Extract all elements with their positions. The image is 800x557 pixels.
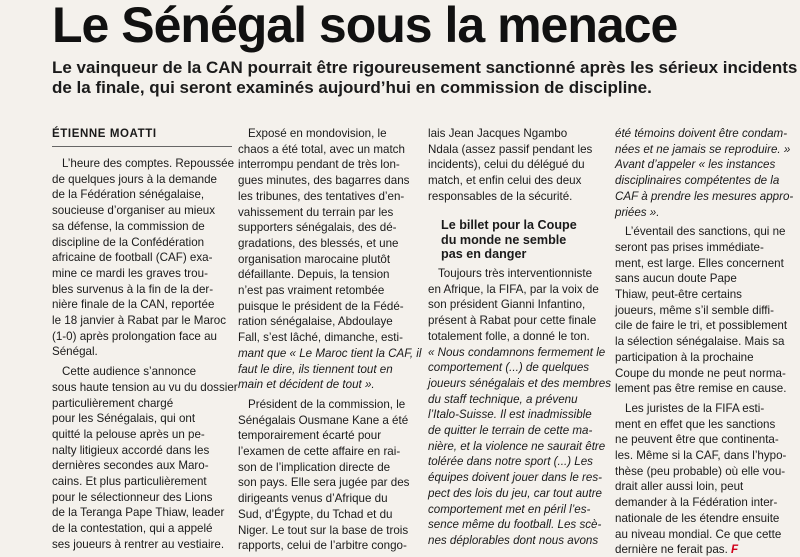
article-text-line: main et décident de tout ». bbox=[238, 378, 375, 392]
article-text-line: les tribunes, des tentatives d’en- bbox=[238, 189, 405, 203]
standfirst-line: de la finale, qui seront examinés aujourd’hui en commission de discipline. bbox=[52, 78, 652, 97]
article-text-line: disciplinaires compétentes de la bbox=[615, 174, 780, 188]
article-text-line: du staff technique, a prévenu bbox=[428, 392, 578, 406]
article-text-line: chaos a été total, avec un match bbox=[238, 142, 405, 156]
article-text-line: participation à la prochaine bbox=[615, 350, 754, 364]
article-text-line: sence même du football. Les scè- bbox=[428, 518, 602, 532]
article-text-line: l’Italo-Suisse. Il est inadmissible bbox=[428, 408, 592, 422]
headline: Le Sénégal sous la menace bbox=[52, 0, 678, 53]
subheading-line: pas en danger bbox=[441, 247, 527, 261]
article-column-3-bottom bbox=[428, 266, 612, 549]
article-text-line: Sud, d’Égypte, du Tchad et du bbox=[238, 507, 393, 521]
article-text-line: mant que « Le Maroc tient la CAF, il bbox=[238, 346, 422, 360]
article-text-line: Avant d’appeler « les instances bbox=[615, 158, 776, 172]
article-text-line: Cette audience s’annonce bbox=[62, 365, 197, 379]
article-text-line: défaillante. Depuis, la tension bbox=[238, 268, 390, 282]
article-text-line: la sélection sénégalaise. Mais sa bbox=[615, 335, 785, 349]
article-text-line: de la Teranga Pape Thiaw, leader bbox=[52, 506, 225, 520]
subheading-line: du monde ne semble bbox=[441, 232, 567, 247]
article-text-line: pour le sélectionneur des Lions bbox=[52, 490, 213, 504]
article-text-line: Les juristes de la FIFA esti- bbox=[625, 401, 765, 415]
article-text-line: demander à la Fédération inter- bbox=[615, 496, 778, 510]
article-text-line: totalement folle, a donné le ton. bbox=[428, 329, 590, 343]
article-text-line: de quelques jours à la demande bbox=[52, 172, 218, 186]
article-text-line: ration sénégalaise, Abdoulaye bbox=[238, 315, 393, 329]
article-text-line: particulièrement chargé bbox=[52, 396, 174, 410]
article-text-line: l’examen de cette affaire en rai- bbox=[238, 445, 401, 459]
article-text-line: de la contestation, qui a appelé bbox=[52, 522, 213, 536]
article-text-line: sous haute tension au vu du dossier bbox=[52, 380, 238, 394]
article-text-line: nes déplorables dont nous avons bbox=[428, 533, 599, 547]
article-text-line: faut le dire, ils tiennent tout en bbox=[238, 362, 393, 376]
article-text-line: match, et enfin celui des deux bbox=[428, 174, 582, 188]
article-text-line: rapports, celui de l’arbitre congo- bbox=[238, 539, 407, 553]
article-text-line: Sénégal. bbox=[52, 345, 98, 359]
article-text-line: tolérée dans notre sport (...) Les bbox=[428, 455, 593, 469]
article-text-line: puisque le président de la Fédé- bbox=[238, 299, 404, 313]
article-text-line: Thiaw, peut-être certains bbox=[615, 288, 742, 302]
article-text-line: Coupe du monde ne peut norma- bbox=[615, 366, 786, 380]
article-text-line: discipline de la Confédération bbox=[52, 235, 205, 249]
article-text-line: temporairement écarté pour bbox=[238, 429, 382, 443]
article-text-line: ment, est large. Elles concernent bbox=[615, 256, 784, 270]
article-text-line: soucieuse d’organiser au mieux bbox=[52, 204, 216, 218]
article-text-line: nière finale de la CAN, reportée bbox=[52, 298, 215, 312]
article-column-2 bbox=[238, 126, 421, 554]
article-text-line: bles survenus à la fin de la der- bbox=[52, 282, 214, 296]
article-text-line: L’éventail des sanctions, qui ne bbox=[625, 225, 786, 239]
article-column-3-top bbox=[428, 126, 608, 205]
article-text-line: ses joueurs à rentrer au vestiaire. bbox=[52, 537, 225, 551]
article-text-line: interrompu pendant de très lon- bbox=[238, 158, 400, 172]
article-text-line: été témoins doivent être condam- bbox=[615, 127, 788, 140]
article-text-line: Ndala (assez passif pendant les bbox=[428, 142, 593, 156]
article-text-line: les. Même si la CAF, dans l’hypo- bbox=[615, 449, 787, 463]
article-text-line: Exposé en mondovision, le bbox=[248, 127, 387, 140]
end-mark-icon: F bbox=[727, 543, 739, 557]
article-text-line: incidents), celui du délégué du bbox=[428, 158, 585, 172]
article-text-line: « Nous condamnons fermement le bbox=[428, 345, 606, 359]
article-text-line: gues minutes, des bagarres dans bbox=[238, 174, 410, 188]
standfirst-line: Le vainqueur de la CAN pourrait être rigoureusement sanctionné après les sérieux incidents bbox=[52, 58, 798, 77]
article-text-line: quitté la pelouse après un pe- bbox=[52, 427, 205, 441]
article-text-line: sa défense, la commission de bbox=[52, 219, 205, 233]
subheading bbox=[441, 218, 606, 262]
article-text-line: de la Fédération sénégalaise, bbox=[52, 188, 205, 202]
article-text-line: africaine de football (CAF) exa- bbox=[52, 251, 213, 265]
article-text-line: de quitter le terrain de cette ma- bbox=[428, 424, 593, 438]
article-text-line: Toujours très interventionniste bbox=[438, 267, 593, 280]
article-text-line: nalty litigieux accordé dans les bbox=[52, 443, 210, 457]
subheading-line: Le billet pour la Coupe bbox=[441, 218, 577, 232]
article-text-line: équipes doivent jouer dans le res- bbox=[428, 471, 603, 485]
article-text-line: le 18 janvier à Rabat par le Maroc bbox=[52, 314, 226, 328]
article-text-line: Sénégalais Ousmane Kane a été bbox=[238, 413, 409, 427]
article-text-line: son président Gianni Infantino, bbox=[428, 298, 586, 312]
article-text-line: en Afrique, la FIFA, par la voix de bbox=[428, 282, 599, 296]
article-text-line: Niger. Le tout sur la base de trois bbox=[238, 523, 409, 537]
article-text-line: vahissement du terrain par les bbox=[238, 205, 394, 219]
article-text-line: pect des lois du jeu, car tout autre bbox=[428, 486, 603, 500]
article-text-line: comportement met en péril l’es- bbox=[428, 502, 591, 516]
article-column-4 bbox=[615, 126, 797, 557]
article-text-line: responsables de la sécurité. bbox=[428, 189, 573, 203]
article-text-line: thèse (peu probable) où elle vou- bbox=[615, 464, 786, 478]
article-text-line: cile de faire le tri, et possiblement bbox=[615, 319, 788, 333]
article-text-line: sans aucun doute Pape bbox=[615, 272, 737, 286]
article-text-line: mine ce mardi les graves trou- bbox=[52, 266, 208, 280]
article-text-line: son de l’implication directe de bbox=[238, 460, 391, 474]
article-text-line: lement pas être remise en cause. bbox=[615, 382, 787, 396]
byline: ÉTIENNE MOATTI bbox=[52, 128, 157, 140]
article-text-line: CAF à prendre les mesures appro- bbox=[615, 189, 794, 203]
article-column-1 bbox=[52, 156, 238, 553]
standfirst bbox=[52, 58, 798, 98]
article-text-line: pour les Sénégalais, qui ont bbox=[52, 412, 196, 426]
article-text-line: L’heure des comptes. Repoussée bbox=[62, 157, 235, 170]
article-text-line: drait aller aussi loin, peut bbox=[615, 480, 744, 494]
article-text-line: dirigeants venus d’Afrique du bbox=[238, 492, 388, 506]
article-text-line: nées et ne jamais se reproduire. » bbox=[615, 142, 791, 156]
article-text-line: cains. Et plus particulièrement bbox=[52, 475, 207, 489]
article-text-line: gradations, des blessés, et une bbox=[238, 236, 399, 250]
article-text-line: nationale de les étendre ensuite bbox=[615, 511, 780, 525]
article-text-line: ne peuvent être que continenta- bbox=[615, 433, 779, 447]
article-text-line: joueurs sénégalais et des membres bbox=[428, 376, 612, 390]
article-text-line: présent à Rabat pour cette finale bbox=[428, 314, 597, 328]
byline-divider bbox=[52, 146, 232, 147]
article-text-line: dernière ne ferait pas. F bbox=[615, 543, 739, 557]
article-text-line: organisation marocaine plutôt bbox=[238, 252, 391, 266]
article-text-line: ment en effet que les sanctions bbox=[615, 417, 776, 431]
article-text-line: supporters sénégalais, des dé- bbox=[238, 221, 397, 235]
article-text-line: dernières secondes aux Maro- bbox=[52, 459, 209, 473]
article-text-line: n’est pas vraiment retombée bbox=[238, 284, 385, 298]
article-text-line: comportement (...) de quelques bbox=[428, 361, 590, 375]
article-text-line: priées ». bbox=[615, 205, 660, 219]
article-text-line: lais Jean Jacques Ngambo bbox=[428, 127, 568, 140]
article-text-line: (1-0) après prolongation face au bbox=[52, 329, 217, 343]
article-text-line: au niveau mondial. Ce que cette bbox=[615, 527, 782, 541]
article-text-line: Président de la commission, le bbox=[248, 397, 406, 411]
article-text-line: seront pas prises immédiate- bbox=[615, 240, 764, 254]
article-text-line: Fall, s’est lâché, dimanche, esti- bbox=[238, 331, 403, 345]
article-text-line: joueurs, même s’il semble diffi- bbox=[615, 303, 774, 317]
article-text-line: son pays. Elle sera jugée par des bbox=[238, 476, 410, 490]
article-text-line: nière, et la violence ne saurait être bbox=[428, 439, 606, 453]
